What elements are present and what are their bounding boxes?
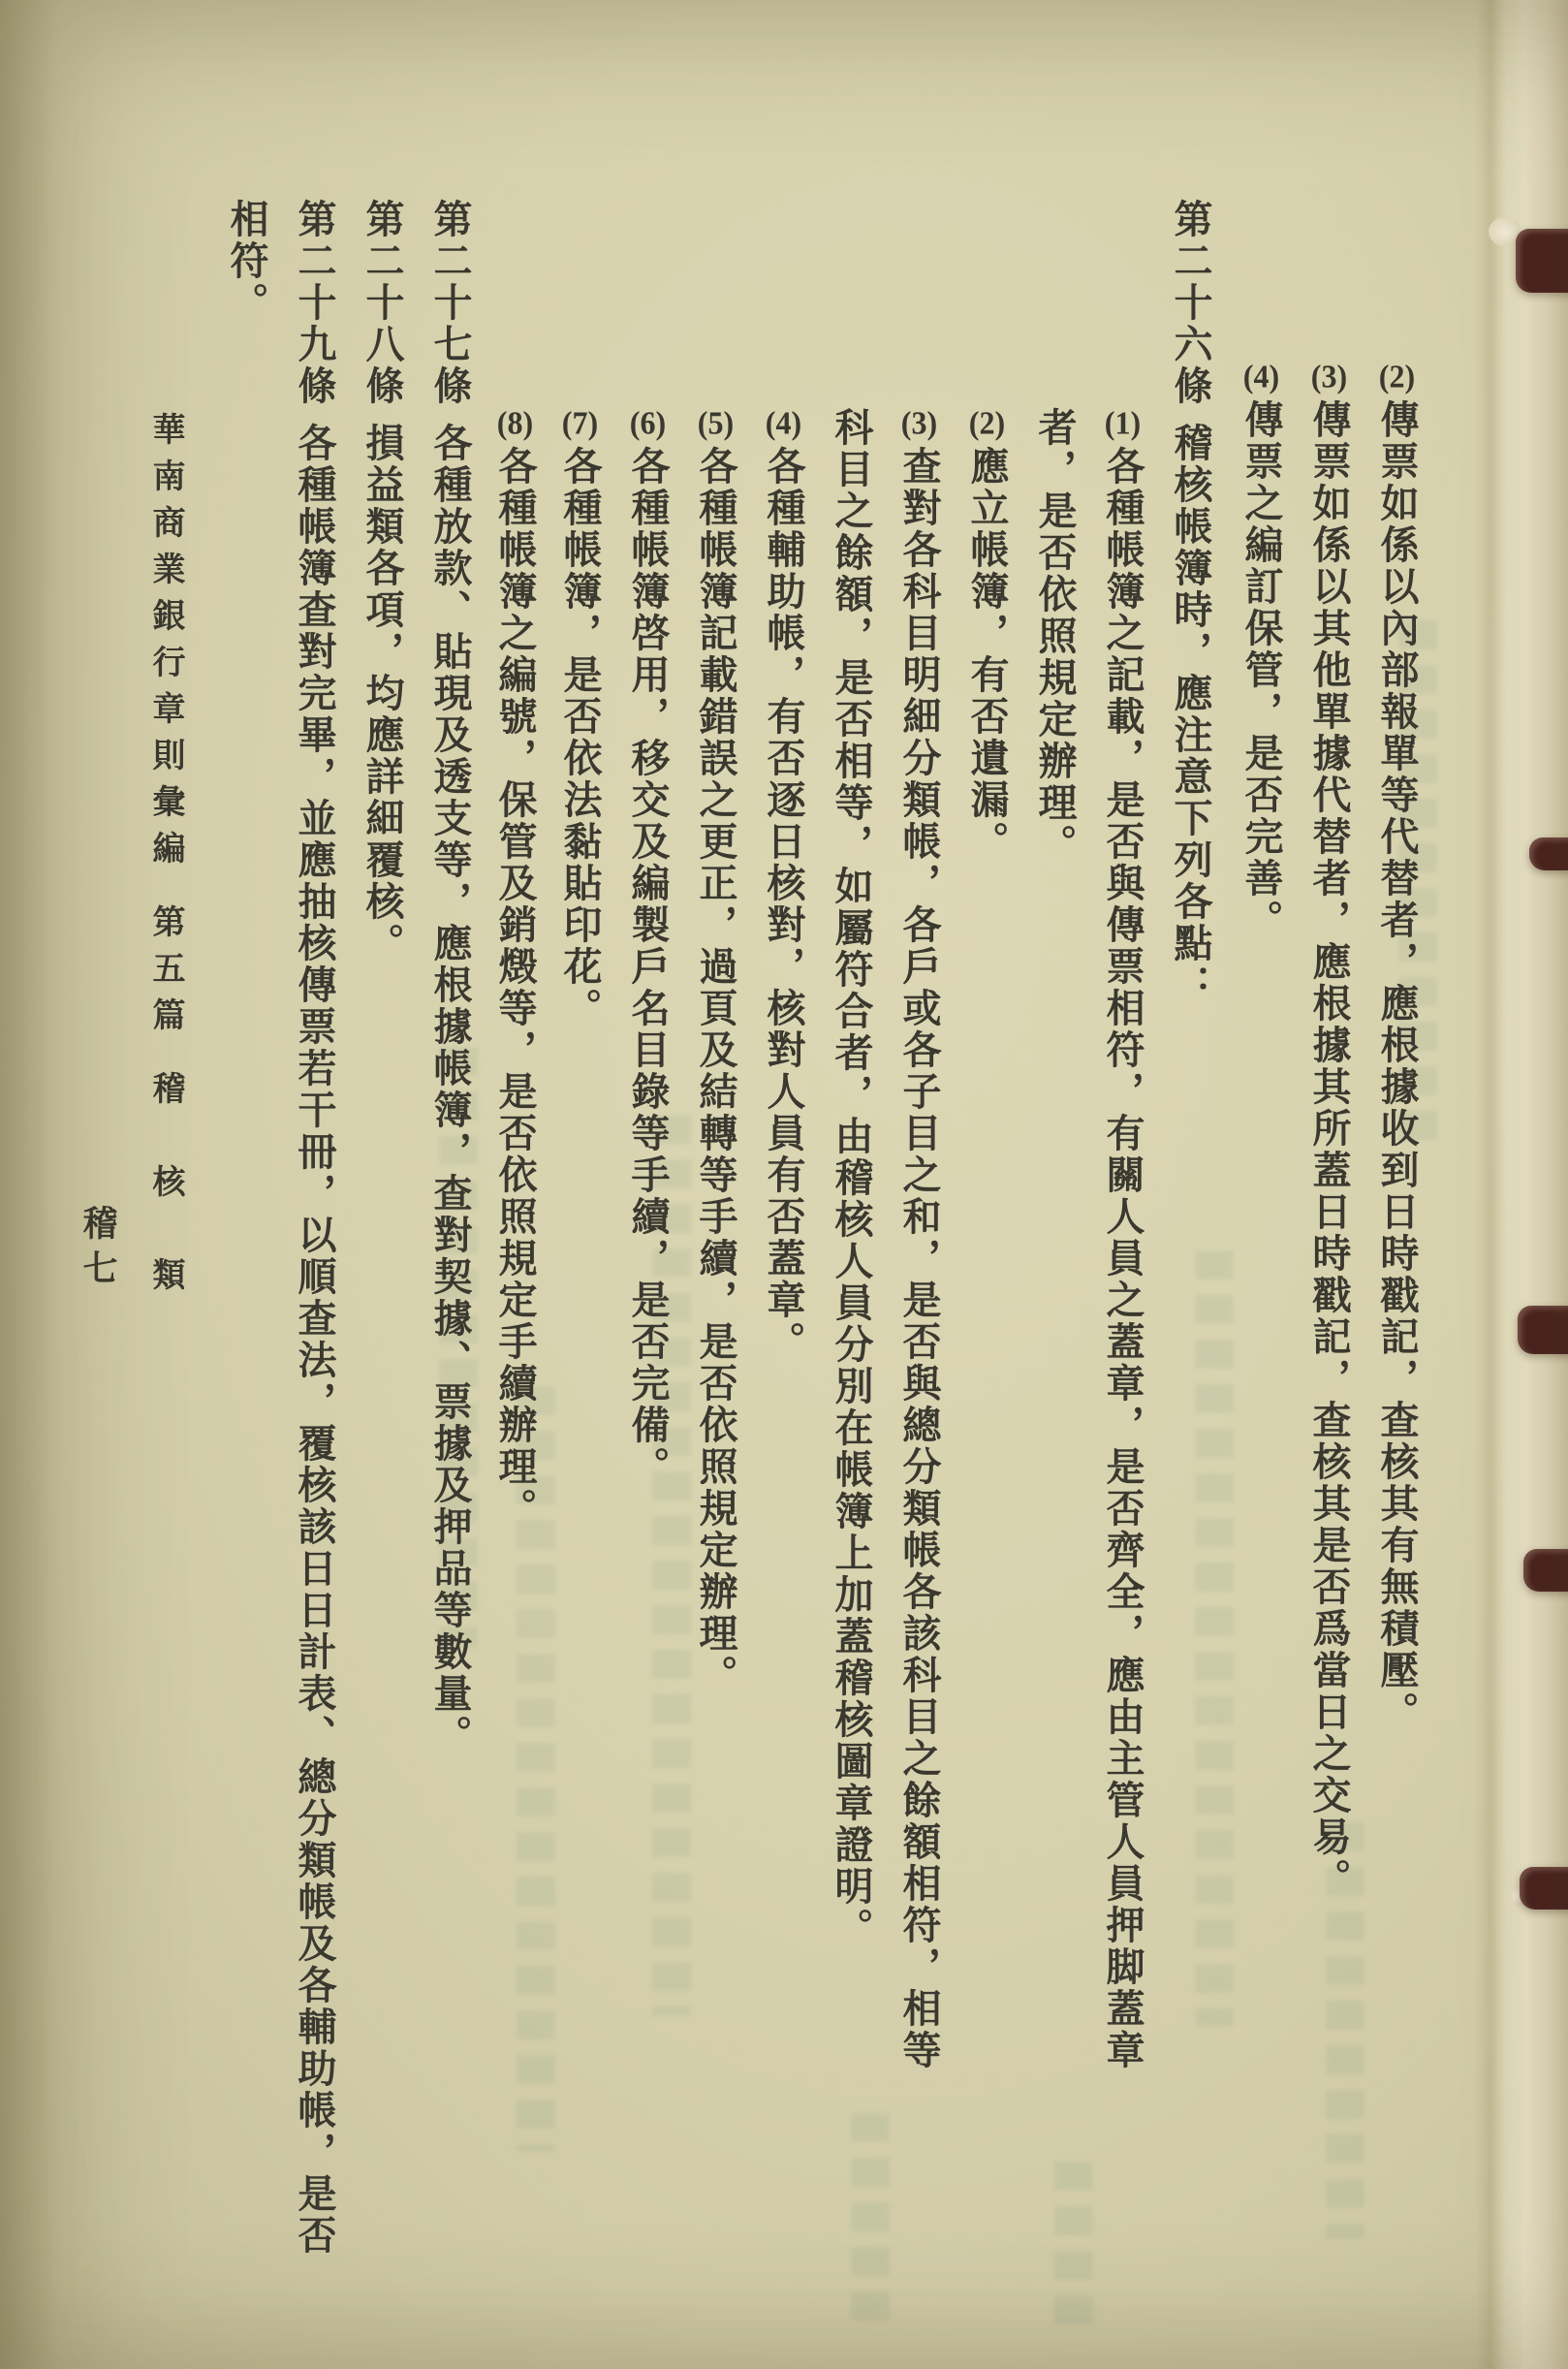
article-26-item-3 [817,407,953,2084]
binding-thread-knot [1523,1549,1568,1592]
item-text: 各種帳簿記載錯誤之更正，過頁及結轉等手續，是否依照規定辦理。 [694,446,737,1696]
article-number: 第二十七條 [428,199,472,407]
binding-thread-knot [1516,229,1568,293]
book-title: 華南商業銀行章則彙編 [147,412,183,877]
item-text: 傳票如係以內部報單等代替者，應根據收到日時戳記，查核其有無積壓。 [1375,399,1419,1733]
item-text: 查對各科目明細分類帳，各戶或各子目之和，是否與總分類帳各該科目之餘額相符，相等科目之餘額，是否相等，如屬符合者，由稽核人員分別在帳簿上加蓋稽核圖章證明。 [830,407,941,2071]
binding-thread-knot [1518,1306,1568,1354]
article-28 [348,199,416,2278]
item-text: 傳票之編訂保管，是否完善。 [1239,399,1283,941]
article-26-item-8 [481,407,549,2084]
item-number: (1) [1104,407,1142,440]
article-26-item-4 [749,407,817,2084]
item-number: (4) [1242,361,1280,394]
item-text: 傳票如係以其他單據代替者，應根據其所蓋日時戳記，查核其是否爲當日之交易。 [1307,399,1351,1900]
prev-article-item-2 [1363,361,1430,2134]
item-number: (5) [697,407,735,440]
article-number: 第二十九條 [293,199,336,407]
item-text: 各種帳簿，是否依法黏貼印花。 [558,446,602,1029]
article-26-item-7 [546,407,613,2084]
item-number: (4) [765,407,802,440]
item-text: 各種帳簿之編號，保管及銷燬等，是否依照規定手續辦理。 [493,446,537,1530]
article-text: 各種帳簿查對完畢，並應抽核傳票若干冊，以順查法，覆核該日日計表、總分類帳及各輔助帳，是否相符。 [225,199,336,2257]
article-text: 損益類各項，均應詳細覆核。 [361,423,404,964]
article-26 [1156,199,1224,1556]
item-number: (2) [968,407,1006,440]
section-title: 第五篇 [147,904,183,1044]
article-26-item-6 [613,407,681,2084]
bleed-through-text-ghost [1054,2162,1093,2326]
article-number: 第二十八條 [361,199,404,407]
running-title [131,412,199,1866]
item-number: (3) [1310,361,1348,394]
item-number: (3) [900,407,938,440]
item-text: 各種輔助帳，有否逐日核對，核對人員有否蓋章。 [762,446,805,1363]
category-title: 稽 核 類 [147,1071,183,1304]
article-29 [212,199,348,2278]
item-number: (2) [1378,361,1416,394]
article-number: 第二十六條 [1169,199,1212,407]
bleed-through-text-ghost [851,2113,890,2326]
item-text: 各種帳簿之記載，是否與傳票相符，有關人員之蓋章，是否齊全，應由主管人員押脚蓋章者，是否依照規定辦理。 [1033,407,1145,2071]
article-text: 稽核帳簿時，應注意下列各點： [1169,423,1212,1006]
article-26-item-1 [1020,407,1156,2084]
item-number: (6) [629,407,667,440]
article-26-item-5 [681,407,749,2084]
prev-article-item-3 [1295,361,1363,2134]
item-number: (7) [561,407,599,440]
article-text: 各種放款、貼現及透支等，應根據帳簿，查對契據、票據及押品等數量。 [428,423,472,1756]
gutter-shadow [0,0,58,2369]
item-text: 應立帳簿，有否遺漏。 [965,446,1009,863]
binding-thread-knot [1529,837,1568,870]
article-27 [416,199,484,2278]
item-number: (8) [496,407,534,440]
page-number: 稽七 [78,1205,117,1294]
item-text: 各種帳簿啓用，移交及編製戶名目錄等手續，是否完備。 [626,446,670,1488]
prev-article-item-4 [1227,361,1295,2134]
page-edge [1475,0,1568,2369]
binding-thread-knot [1520,1867,1568,1910]
article-26-item-2 [953,407,1020,2084]
